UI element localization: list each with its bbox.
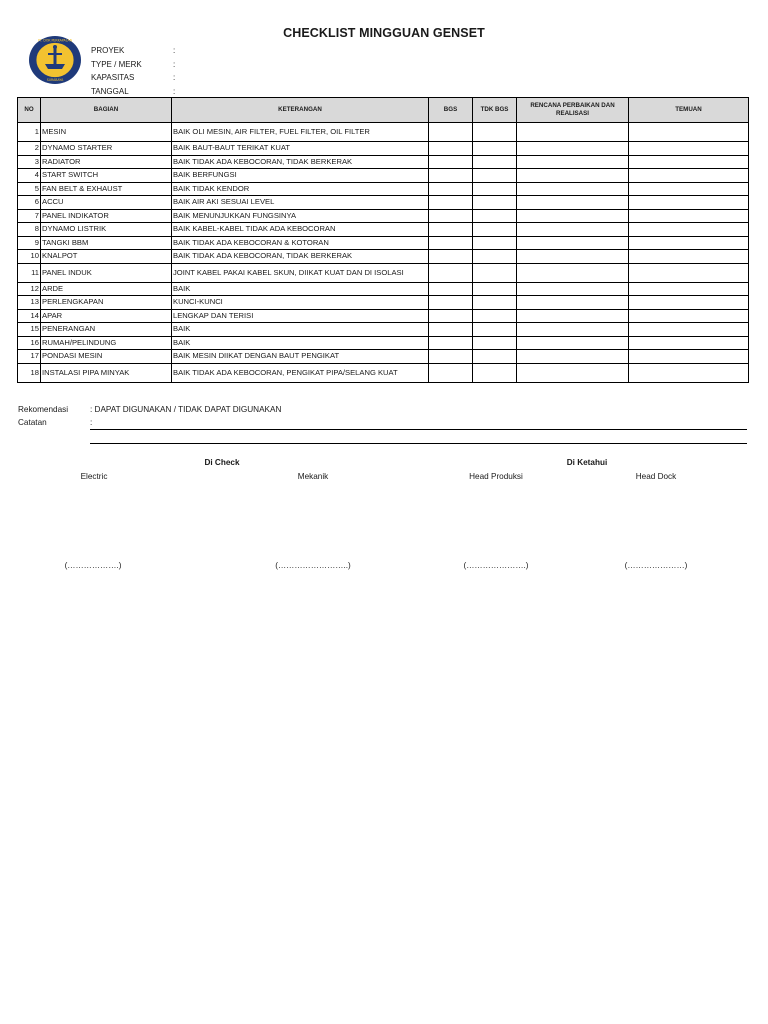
cell-no: 1 <box>18 123 41 142</box>
cell-tdk-bgs[interactable] <box>473 155 517 169</box>
cell-keterangan: BAIK KABEL-KABEL TIDAK ADA KEBOCORAN <box>172 223 429 237</box>
cell-bagian: MESIN <box>41 123 172 142</box>
cell-tdk-bgs[interactable] <box>473 169 517 183</box>
cell-bagian: DYNAMO LISTRIK <box>41 223 172 237</box>
cell-rencana[interactable] <box>517 296 629 310</box>
cell-bgs[interactable] <box>429 169 473 183</box>
cell-rencana[interactable] <box>517 236 629 250</box>
table-row <box>18 282 749 296</box>
meta-tanggal <box>91 85 175 99</box>
meta-separator: : <box>173 46 176 55</box>
cell-rencana[interactable] <box>517 196 629 210</box>
meta-kapasitas <box>91 71 175 85</box>
cell-rencana[interactable] <box>517 282 629 296</box>
meta-separator: : <box>173 73 176 82</box>
cell-bgs[interactable] <box>429 123 473 142</box>
cell-temuan[interactable] <box>629 196 749 210</box>
cell-bgs[interactable] <box>429 263 473 282</box>
cell-bgs[interactable] <box>429 250 473 264</box>
meta-label: TANGGAL <box>91 86 129 96</box>
meta-label: PROYEK <box>91 46 125 55</box>
cell-bgs[interactable] <box>429 323 473 337</box>
table-row <box>18 323 749 337</box>
table-row <box>18 196 749 210</box>
cell-tdk-bgs[interactable] <box>473 323 517 337</box>
cell-temuan[interactable] <box>629 182 749 196</box>
cell-no: 2 <box>18 142 41 156</box>
cell-tdk-bgs[interactable] <box>473 142 517 156</box>
meta-proyek <box>91 44 175 58</box>
catatan-value: : <box>90 418 93 427</box>
document-title: CHECKLIST MINGGUAN GENSET <box>283 26 485 40</box>
cell-bagian: PONDASI MESIN <box>41 350 172 364</box>
catatan-row <box>18 416 281 429</box>
cell-bgs[interactable] <box>429 350 473 364</box>
cell-rencana[interactable] <box>517 309 629 323</box>
cell-temuan[interactable] <box>629 296 749 310</box>
cell-bgs[interactable] <box>429 142 473 156</box>
cell-keterangan: BAIK TIDAK ADA KEBOCORAN, TIDAK BERKERAK <box>172 155 429 169</box>
cell-temuan[interactable] <box>629 123 749 142</box>
cell-no: 5 <box>18 182 41 196</box>
cell-bagian: DYNAMO STARTER <box>41 142 172 156</box>
cell-temuan[interactable] <box>629 336 749 350</box>
cell-bagian: PANEL INDIKATOR <box>41 209 172 223</box>
di-ketahui-heading: Di Ketahui <box>566 458 608 467</box>
cell-rencana[interactable] <box>517 223 629 237</box>
rekomendasi-label: Rekomendasi <box>18 405 69 414</box>
meta-separator: : <box>173 86 176 96</box>
role-head-produksi: Head Produksi <box>469 472 523 481</box>
cell-keterangan: BAIK <box>172 336 429 350</box>
table-row <box>18 350 749 364</box>
recommendation-block <box>18 403 281 429</box>
logo-ring-text: PT. DOK PERKAPALAN <box>37 38 73 43</box>
cell-rencana[interactable] <box>517 336 629 350</box>
rekomendasi-row <box>18 403 281 416</box>
cell-temuan[interactable] <box>629 142 749 156</box>
cell-keterangan: BAIK <box>172 323 429 337</box>
table-row <box>18 209 749 223</box>
cell-keterangan: BAIK BAUT-BAUT TERIKAT KUAT <box>172 142 429 156</box>
meta-label: KAPASITAS <box>91 73 135 82</box>
cell-temuan[interactable] <box>629 209 749 223</box>
signature-blank-head-produksi: (………………….) <box>463 561 529 570</box>
header-bgs: BGS <box>429 98 473 123</box>
cell-tdk-bgs[interactable] <box>473 209 517 223</box>
cell-tdk-bgs[interactable] <box>473 236 517 250</box>
cell-keterangan: BAIK MESIN DIIKAT DENGAN BAUT PENGIKAT <box>172 350 429 364</box>
role-electric: Electric <box>80 472 108 481</box>
cell-no: 12 <box>18 282 41 296</box>
cell-bagian: PANEL INDUK <box>41 263 172 282</box>
cell-no: 15 <box>18 323 41 337</box>
cell-bgs[interactable] <box>429 209 473 223</box>
role-mekanik: Mekanik <box>297 472 329 481</box>
meta-block <box>91 44 175 98</box>
cell-rencana[interactable] <box>517 123 629 142</box>
signature-blank-mekanik: (……………………..) <box>275 561 351 570</box>
cell-rencana[interactable] <box>517 209 629 223</box>
table-row <box>18 223 749 237</box>
meta-separator: : <box>173 59 176 69</box>
table-row <box>18 182 749 196</box>
cell-bagian: RUMAH/PELINDUNG <box>41 336 172 350</box>
cell-bgs[interactable] <box>429 296 473 310</box>
cell-keterangan: JOINT KABEL PAKAI KABEL SKUN, DIIKAT KUAT DAN DI ISOLASI <box>172 263 429 282</box>
cell-keterangan: BAIK <box>172 282 429 296</box>
cell-no: 17 <box>18 350 41 364</box>
table-row <box>18 236 749 250</box>
header-rencana: RENCANA PERBAIKAN DAN REALISASI <box>517 98 629 123</box>
cell-tdk-bgs[interactable] <box>473 263 517 282</box>
table-body <box>18 123 749 383</box>
cell-rencana[interactable] <box>517 182 629 196</box>
cell-temuan[interactable] <box>629 155 749 169</box>
cell-bgs[interactable] <box>429 282 473 296</box>
cell-no: 18 <box>18 363 41 382</box>
cell-no: 16 <box>18 336 41 350</box>
signature-blank-electric: (……………….) <box>64 561 122 570</box>
header-bagian: BAGIAN <box>41 98 172 123</box>
cell-keterangan: BAIK MENUNJUKKAN FUNGSINYA <box>172 209 429 223</box>
cell-bgs[interactable] <box>429 309 473 323</box>
cell-rencana[interactable] <box>517 169 629 183</box>
cell-bgs[interactable] <box>429 155 473 169</box>
cell-bgs[interactable] <box>429 363 473 382</box>
checklist-table <box>17 97 749 383</box>
cell-tdk-bgs[interactable] <box>473 223 517 237</box>
table-row <box>18 123 749 142</box>
table-row <box>18 336 749 350</box>
cell-bgs[interactable] <box>429 336 473 350</box>
cell-tdk-bgs[interactable] <box>473 123 517 142</box>
header-no: NO <box>18 98 41 123</box>
cell-temuan[interactable] <box>629 263 749 282</box>
cell-rencana[interactable] <box>517 323 629 337</box>
cell-keterangan: BAIK AIR AKI SESUAI LEVEL <box>172 196 429 210</box>
cell-no: 7 <box>18 209 41 223</box>
cell-tdk-bgs[interactable] <box>473 296 517 310</box>
cell-keterangan: BAIK TIDAK ADA KEBOCORAN & KOTORAN <box>172 236 429 250</box>
di-check-heading: Di Check <box>204 458 240 467</box>
table-row <box>18 363 749 382</box>
cell-no: 11 <box>18 263 41 282</box>
cell-bagian: PENERANGAN <box>41 323 172 337</box>
cell-temuan[interactable] <box>629 323 749 337</box>
cell-bagian: KNALPOT <box>41 250 172 264</box>
cell-temuan[interactable] <box>629 169 749 183</box>
cell-tdk-bgs[interactable] <box>473 196 517 210</box>
cell-rencana[interactable] <box>517 250 629 264</box>
signature-blank-head-dock: (…………………) <box>624 561 688 570</box>
catatan-line-2 <box>90 443 747 444</box>
cell-bagian: TANGKI BBM <box>41 236 172 250</box>
cell-keterangan: LENGKAP DAN TERISI <box>172 309 429 323</box>
cell-bgs[interactable] <box>429 196 473 210</box>
cell-rencana[interactable] <box>517 142 629 156</box>
cell-rencana[interactable] <box>517 363 629 382</box>
table-row <box>18 250 749 264</box>
table-row <box>18 155 749 169</box>
header-keterangan: KETERANGAN <box>172 98 429 123</box>
table-row <box>18 263 749 282</box>
cell-bagian: FAN BELT & EXHAUST <box>41 182 172 196</box>
header-temuan: TEMUAN <box>629 98 749 123</box>
cell-temuan[interactable] <box>629 309 749 323</box>
cell-keterangan: KUNCI-KUNCI <box>172 296 429 310</box>
meta-label: TYPE / MERK <box>91 59 142 69</box>
cell-tdk-bgs[interactable] <box>473 250 517 264</box>
cell-temuan[interactable] <box>629 363 749 382</box>
cell-keterangan: BAIK TIDAK KENDOR <box>172 182 429 196</box>
rekomendasi-value: : DAPAT DIGUNAKAN / TIDAK DAPAT DIGUNAKAN <box>90 405 282 414</box>
role-head-dock: Head Dock <box>635 472 677 481</box>
cell-keterangan: BAIK TIDAK ADA KEBOCORAN, PENGIKAT PIPA/SELANG KUAT <box>172 363 429 382</box>
cell-keterangan: BAIK BERFUNGSI <box>172 169 429 183</box>
cell-rencana[interactable] <box>517 155 629 169</box>
cell-no: 4 <box>18 169 41 183</box>
cell-temuan[interactable] <box>629 350 749 364</box>
cell-temuan[interactable] <box>629 250 749 264</box>
cell-no: 10 <box>18 250 41 264</box>
cell-tdk-bgs[interactable] <box>473 182 517 196</box>
cell-temuan[interactable] <box>629 236 749 250</box>
cell-no: 14 <box>18 309 41 323</box>
cell-bagian: ARDE <box>41 282 172 296</box>
cell-bagian: RADIATOR <box>41 155 172 169</box>
cell-keterangan: BAIK OLI MESIN, AIR FILTER, FUEL FILTER, OIL FILTER <box>172 123 429 142</box>
cell-tdk-bgs[interactable] <box>473 363 517 382</box>
logo-bottom-text: SURABAYA <box>46 78 64 82</box>
cell-rencana[interactable] <box>517 263 629 282</box>
catatan-line-1 <box>90 429 747 430</box>
cell-no: 13 <box>18 296 41 310</box>
meta-type-merk <box>91 58 175 72</box>
cell-bagian: ACCU <box>41 196 172 210</box>
table-row <box>18 169 749 183</box>
cell-bgs[interactable] <box>429 236 473 250</box>
cell-bgs[interactable] <box>429 223 473 237</box>
table-row <box>18 309 749 323</box>
company-logo <box>28 35 82 85</box>
cell-bagian: APAR <box>41 309 172 323</box>
cell-tdk-bgs[interactable] <box>473 309 517 323</box>
cell-temuan[interactable] <box>629 223 749 237</box>
table-row <box>18 142 749 156</box>
cell-tdk-bgs[interactable] <box>473 350 517 364</box>
catatan-label: Catatan <box>18 418 47 427</box>
cell-no: 9 <box>18 236 41 250</box>
cell-bagian: PERLENGKAPAN <box>41 296 172 310</box>
table-row <box>18 296 749 310</box>
cell-bgs[interactable] <box>429 182 473 196</box>
cell-rencana[interactable] <box>517 350 629 364</box>
cell-temuan[interactable] <box>629 282 749 296</box>
cell-bagian: START SWITCH <box>41 169 172 183</box>
cell-tdk-bgs[interactable] <box>473 282 517 296</box>
table-header-row <box>18 98 749 123</box>
cell-keterangan: BAIK TIDAK ADA KEBOCORAN, TIDAK BERKERAK <box>172 250 429 264</box>
cell-no: 6 <box>18 196 41 210</box>
cell-tdk-bgs[interactable] <box>473 336 517 350</box>
cell-no: 8 <box>18 223 41 237</box>
cell-bagian: INSTALASI PIPA MINYAK <box>41 363 172 382</box>
header-tdk-bgs: TDK BGS <box>473 98 517 123</box>
cell-no: 3 <box>18 155 41 169</box>
